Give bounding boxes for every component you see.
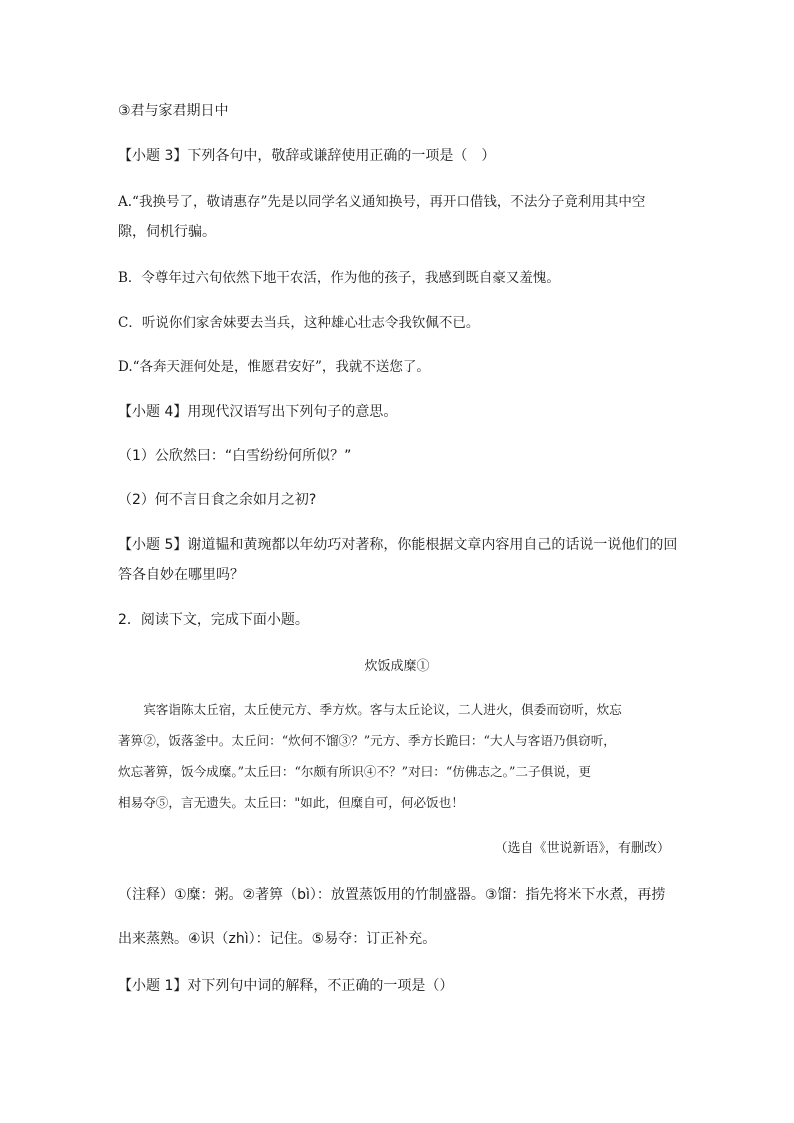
passage-title: 炊饭成糜① — [364, 659, 430, 674]
notes-line-1: （注释）①糜：粥。②著箅（bì）：放置蒸饭用的竹制盛器。③馏：指先将米下水煮，再捞 — [118, 887, 666, 903]
section-2-instruction: 2．阅读下文，完成下面小题。 — [118, 612, 309, 628]
passage-source: （选自《世说新语》，有删改） — [494, 841, 670, 856]
question-3-option-a-line1: A.“我换号了，敬请惠存”先是以同学名义通知换号，再开口借钱，不法分子竟利用其中空 — [118, 194, 646, 210]
question-3-heading: 【小题 3】下列各句中，敬辞或谦辞使用正确的一项是（ ） — [118, 148, 496, 164]
question-3-option-c: C．听说你们家舍妹要去当兵，这种雄心壮志令我钦佩不已。 — [118, 315, 480, 331]
notes-line-2: 出来蒸熟。④识（zhì）：记住。⑤易夺：订正补充。 — [118, 931, 437, 947]
question-3-option-a-line2: 隙，伺机行骗。 — [118, 224, 216, 240]
question-5-heading-line2: 答各自妙在哪里吗？ — [118, 567, 244, 583]
sub-question-1-heading: 【小题 1】对下列句中词的解释，不正确的一项是（） — [118, 978, 454, 994]
passage-line-4: 相易夺⑤，言无遗失。太丘曰："如此，但糜自可，何必饭也！ — [118, 795, 464, 810]
question-4-item-1: （1）公欣然曰：“白雪纷纷何所似？” — [118, 448, 352, 464]
question-3-option-d: D.“各奔天涯何处是，惟愿君安好”，我就不送您了。 — [118, 359, 430, 375]
option-item-3: ③君与家君期日中 — [118, 103, 229, 119]
passage-line-1: 宾客诣陈太丘宿，太丘使元方、季方炊。客与太丘论议，二人进火，俱委而窃听，炊忘 — [118, 702, 622, 717]
question-4-heading: 【小题 4】用现代汉语写出下列句子的意思。 — [118, 404, 398, 420]
question-4-item-2: （2）何不言日食之余如月之初? — [118, 492, 317, 508]
question-5-heading-line1: 【小题 5】谢道韫和黄琬都以年幼巧对著称，你能根据文章内容用自己的话说一说他们的回 — [118, 537, 678, 553]
passage-line-3: 炊忘著箅，饭今成糜。”太丘曰：“尔颇有所识④不？”对曰：“仿佛志之。”二子俱说，更 — [118, 764, 591, 779]
question-3-option-b: B．令尊年过六旬依然下地干农活，作为他的孩子，我感到既自豪又羞愧。 — [118, 270, 560, 286]
passage-line-2: 著箅②，饭落釜中。太丘问：“炊何不馏③？”元方、季方长跪曰：“大人与客语乃俱窃听， — [118, 733, 616, 748]
